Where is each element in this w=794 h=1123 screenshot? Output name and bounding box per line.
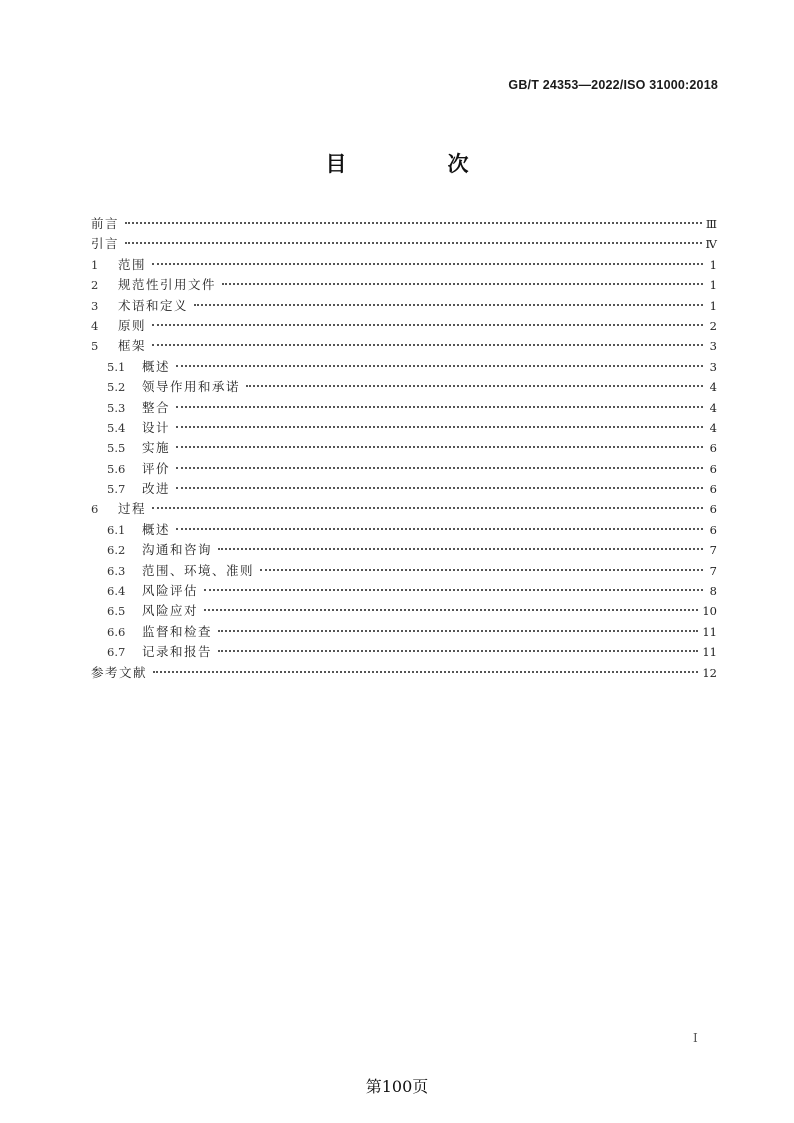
dot-leader: [176, 487, 703, 489]
dot-leader: [176, 467, 703, 469]
toc-entry-number: 6.6: [107, 624, 126, 639]
toc-entry-number: 6.4: [107, 584, 126, 599]
toc-entry-page: 4: [709, 420, 717, 435]
toc-entry-label: 过程: [118, 501, 147, 517]
roman-folio: I: [693, 1031, 698, 1045]
toc-entry[interactable]: [91, 601, 717, 621]
toc-entry-number: 6.1: [107, 522, 126, 537]
standard-code: GB/T 24353—2022/ISO 31000:2018: [508, 78, 718, 92]
toc-entry-page: 6: [709, 461, 717, 476]
toc-entry-page: 2: [709, 318, 717, 333]
dot-leader: [176, 365, 703, 367]
toc-entry-page: 11: [702, 645, 717, 660]
toc-entry-page: 7: [709, 543, 717, 558]
toc-entry[interactable]: [91, 479, 717, 499]
toc-entry-label: 前言: [91, 216, 120, 231]
table-of-contents: [91, 214, 717, 683]
toc-entry-number: 5.4: [107, 420, 126, 435]
toc-entry-label: 评价: [142, 460, 171, 476]
toc-entry-page: 1: [709, 278, 717, 293]
toc-entry-label: 规范性引用文件: [118, 277, 217, 293]
toc-entry[interactable]: [91, 642, 717, 662]
dot-leader: [176, 426, 703, 428]
toc-entry-label: 风险应对: [142, 603, 199, 619]
toc-entry-label: 改进: [142, 481, 171, 497]
toc-entry-number: 2: [91, 278, 99, 293]
dot-leader: [152, 344, 703, 346]
toc-entry-page: 3: [709, 339, 717, 354]
toc-entry[interactable]: [91, 255, 717, 275]
dot-leader: [152, 324, 703, 326]
dot-leader: [125, 242, 701, 244]
dot-leader: [218, 548, 703, 550]
page-stamp: 第100页: [365, 1077, 429, 1096]
dot-leader: [176, 528, 703, 530]
toc-entry[interactable]: [91, 275, 717, 295]
toc-entry-label: 整合: [142, 399, 171, 415]
toc-entry-page: 7: [709, 563, 717, 578]
toc-entry-label: 记录和报告: [142, 644, 213, 660]
toc-entry[interactable]: [91, 520, 717, 540]
toc-entry-page: 1: [709, 298, 717, 313]
toc-entry-number: 5.2: [107, 380, 126, 395]
toc-entry-label: 监督和检查: [142, 623, 213, 639]
toc-entry-number: 5.7: [107, 482, 126, 497]
dot-leader: [152, 263, 703, 265]
toc-entry[interactable]: [91, 234, 717, 254]
toc-entry-number: 1: [91, 257, 99, 272]
toc-entry-label: 框架: [118, 338, 147, 354]
toc-entry-page: Ⅲ: [705, 217, 717, 231]
toc-entry-page: Ⅳ: [705, 237, 717, 252]
toc-entry-page: 6: [709, 441, 717, 456]
toc-entry-page: 8: [709, 584, 717, 599]
toc-entry-page: 6: [709, 482, 717, 497]
toc-entry[interactable]: [91, 622, 717, 642]
toc-entry-label: 术语和定义: [118, 297, 189, 313]
toc-entry[interactable]: [91, 377, 717, 397]
toc-entry-label: 领导作用和承诺: [142, 379, 241, 395]
toc-entry-number: 6: [91, 502, 99, 517]
toc-entry-number: 6.3: [107, 563, 126, 578]
toc-entry[interactable]: [91, 336, 717, 356]
toc-entry-label: 范围: [118, 256, 147, 272]
toc-entry-label: 参考文献: [91, 664, 148, 680]
toc-entry-label: 概述: [142, 358, 171, 374]
toc-entry[interactable]: [91, 316, 717, 336]
toc-entry-label: 风险评估: [142, 583, 199, 599]
toc-entry-label: 沟通和咨询: [142, 542, 213, 558]
toc-entry[interactable]: [91, 561, 717, 581]
toc-entry-number: 5.5: [107, 441, 126, 456]
toc-entry-label: 概述: [142, 521, 171, 537]
toc-entry-label: 实施: [142, 440, 171, 456]
dot-leader: [222, 283, 703, 285]
toc-entry-page: 4: [709, 380, 717, 395]
toc-entry[interactable]: [91, 398, 717, 418]
toc-entry-page: 6: [709, 502, 717, 517]
toc-entry[interactable]: [91, 418, 717, 438]
dot-leader: [204, 609, 698, 611]
toc-entry-number: 5: [91, 339, 99, 354]
toc-entry-number: 6.2: [107, 543, 126, 558]
dot-leader: [246, 385, 703, 387]
dot-leader: [260, 569, 703, 571]
toc-entry-page: 12: [702, 665, 717, 680]
toc-entry-number: 5.6: [107, 461, 126, 476]
toc-entry-number: 3: [91, 298, 99, 313]
dot-leader: [204, 589, 703, 591]
dot-leader: [125, 222, 702, 224]
toc-entry-number: 5.1: [107, 359, 126, 374]
toc-entry-label: 原则: [118, 317, 147, 333]
toc-entry[interactable]: [91, 214, 717, 234]
dot-leader: [194, 304, 703, 306]
toc-entry-label: 设计: [142, 419, 171, 435]
toc-title: 目 次: [325, 151, 509, 176]
toc-entry[interactable]: [91, 438, 717, 458]
toc-entry-number: 4: [91, 318, 99, 333]
toc-entry[interactable]: [91, 663, 717, 683]
toc-entry-page: 6: [709, 522, 717, 537]
toc-entry[interactable]: [91, 357, 717, 377]
toc-entry-number: 6.5: [107, 604, 126, 619]
dot-leader: [176, 446, 703, 448]
toc-entry[interactable]: [91, 499, 717, 519]
toc-entry-number: 5.3: [107, 400, 126, 415]
toc-entry-page: 4: [709, 400, 717, 415]
toc-entry-page: 11: [702, 624, 717, 639]
toc-entry-page: 1: [709, 257, 717, 272]
toc-entry-page: 3: [709, 359, 717, 374]
dot-leader: [218, 650, 698, 652]
dot-leader: [218, 630, 698, 632]
dot-leader: [153, 671, 698, 673]
toc-entry[interactable]: [91, 459, 717, 479]
toc-entry-page: 10: [702, 604, 717, 619]
toc-entry[interactable]: [91, 296, 717, 316]
toc-entry-label: 范围、环境、准则: [142, 562, 255, 578]
toc-entry-label: 引言: [91, 236, 120, 252]
toc-entry[interactable]: [91, 581, 717, 601]
dot-leader: [176, 406, 703, 408]
toc-entry[interactable]: [91, 540, 717, 560]
dot-leader: [152, 507, 703, 509]
toc-entry-number: 6.7: [107, 645, 126, 660]
